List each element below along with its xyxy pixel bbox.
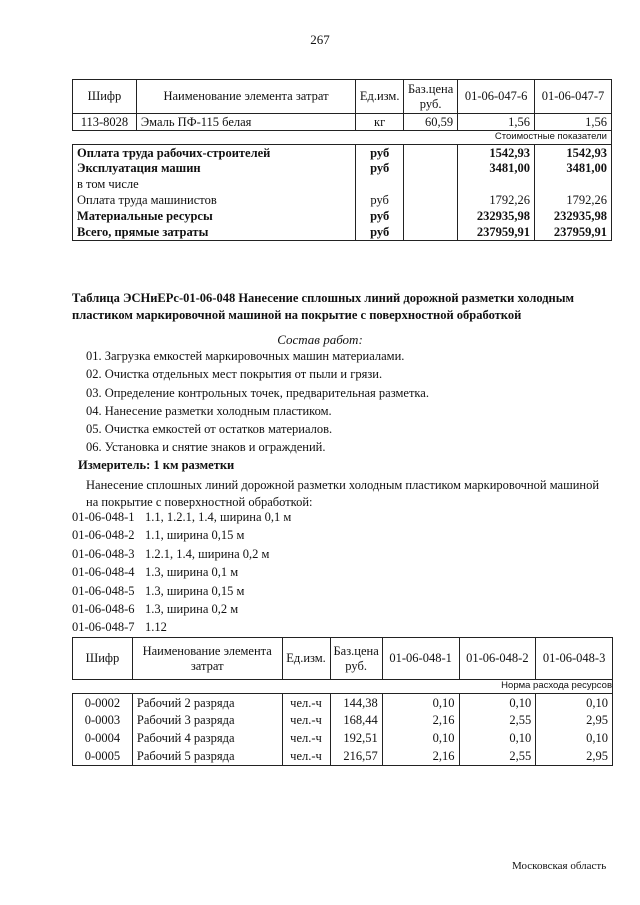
code: 01-06-048-7 xyxy=(72,620,135,635)
cell-value: 2,95 xyxy=(536,712,613,730)
code-text: 1.3, ширина 0,1 м xyxy=(145,565,239,580)
list-item xyxy=(72,584,291,602)
row-value: 232935,98 xyxy=(535,209,612,225)
header-price: Баз.цена руб. xyxy=(404,80,458,114)
cell-unit: чел.-ч xyxy=(282,712,330,730)
header-name: Наименование элемента затрат xyxy=(132,638,282,680)
code: 01-06-048-5 xyxy=(72,583,135,598)
row-label: Оплата труда рабочих-строителей xyxy=(73,145,356,161)
table-row xyxy=(73,161,612,177)
row-value: 1542,93 xyxy=(535,145,612,161)
header-col3: 01-06-048-3 xyxy=(536,638,613,680)
row-value: 1792,26 xyxy=(458,193,535,209)
cell-price: 168,44 xyxy=(330,712,382,730)
code-text: 1.2.1, 1.4, ширина 0,2 м xyxy=(145,546,270,561)
table-row xyxy=(73,209,612,225)
code: 01-06-048-6 xyxy=(72,601,135,616)
row-label: в том числе xyxy=(73,177,356,193)
cell-name: Рабочий 5 разряда xyxy=(132,748,282,766)
cell-name: Рабочий 4 разряда xyxy=(132,730,282,748)
cell-code: 0-0002 xyxy=(73,694,133,712)
page-number: 267 xyxy=(310,32,330,47)
resource-caption: Норма расхода ресурсов xyxy=(382,680,612,694)
cell-price: 144,38 xyxy=(330,694,382,712)
code: 01-06-048-2 xyxy=(72,528,135,543)
header-col2: 01-06-047-7 xyxy=(535,80,612,114)
empty-cell xyxy=(404,225,458,241)
row-value xyxy=(458,177,535,193)
row-unit: руб xyxy=(356,209,404,225)
cell-code: 0-0003 xyxy=(73,712,133,730)
cell-value: 2,95 xyxy=(536,748,613,766)
footer-region: Московская область xyxy=(512,860,607,872)
code-text: 1.1, 1.2.1, 1.4, ширина 0,1 м xyxy=(145,510,292,524)
row-label: Всего, прямые затраты xyxy=(73,225,356,241)
resource-table xyxy=(72,637,613,766)
table-row xyxy=(73,730,613,748)
cost-caption: Стоимостные показатели xyxy=(458,131,612,145)
row-value xyxy=(535,177,612,193)
header-unit: Ед.изм. xyxy=(356,80,404,114)
cell-unit: чел.-ч xyxy=(282,748,330,766)
row-label: Эксплуатация машин xyxy=(73,161,356,177)
code-text: 1.3, ширина 0,2 м xyxy=(145,601,239,616)
row-value: 232935,98 xyxy=(458,209,535,225)
list-item xyxy=(72,528,291,546)
row-unit: руб xyxy=(356,161,404,177)
cell-value: 1,56 xyxy=(458,114,535,131)
row-unit: руб xyxy=(356,225,404,241)
row-value: 237959,91 xyxy=(535,225,612,241)
list-item: 04. Нанесение разметки холодным пластиком. xyxy=(86,403,332,418)
list-item: 02. Очистка отдельных мест покрытия от пыли и грязи. xyxy=(86,367,383,382)
cell-name: Рабочий 3 разряда xyxy=(132,712,282,730)
row-value: 1542,93 xyxy=(458,145,535,161)
cell-unit: чел.-ч xyxy=(282,730,330,748)
cell-value: 1,56 xyxy=(535,114,612,131)
cost-table xyxy=(72,79,612,241)
description: Нанесение сплошных линий дорожной разметки холодным пластиком маркировочной машиной на покрытие с поверхностной обработкой: xyxy=(86,478,600,509)
code-text: 1.3, ширина 0,15 м xyxy=(145,583,245,598)
table-row xyxy=(73,748,613,766)
cell-value: 2,16 xyxy=(382,712,459,730)
cell-value: 0,10 xyxy=(382,730,459,748)
work-list xyxy=(86,349,429,459)
header-code: Шифр xyxy=(73,638,133,680)
list-item: 06. Установка и снятие знаков и ограждений. xyxy=(86,440,326,455)
code-list xyxy=(72,510,291,639)
empty-cell xyxy=(404,177,458,193)
cell-value: 2,16 xyxy=(382,748,459,766)
header-code: Шифр xyxy=(73,80,137,114)
cell-unit: кг xyxy=(356,114,404,131)
cell-value: 0,10 xyxy=(459,694,536,712)
cell-value: 0,10 xyxy=(536,694,613,712)
cell-price: 60,59 xyxy=(404,114,458,131)
row-value: 3481,00 xyxy=(458,161,535,177)
cell-value: 2,55 xyxy=(459,748,536,766)
row-unit: руб xyxy=(356,193,404,209)
table-row xyxy=(73,177,612,193)
table-row xyxy=(73,694,613,712)
cell-value: 0,10 xyxy=(459,730,536,748)
table-row xyxy=(73,225,612,241)
table-caption-row xyxy=(73,680,613,694)
cell-code: 0-0005 xyxy=(73,748,133,766)
list-item: 05. Очистка емкостей от остатков материалов. xyxy=(86,422,333,437)
table-heading: Таблица ЭСНиЕРс-01-06-048 Нанесение сплошных линий дорожной разметки холодным пластиком маркировочной машиной на покрытие с поверхностной обработкой xyxy=(72,291,575,322)
code-text: 1.12 xyxy=(145,620,167,635)
header-col1: 01-06-048-1 xyxy=(382,638,459,680)
cell-unit: чел.-ч xyxy=(282,694,330,712)
code: 01-06-048-4 xyxy=(72,565,135,580)
table-caption-row xyxy=(73,131,612,145)
empty-cell xyxy=(404,145,458,161)
list-item xyxy=(72,510,291,528)
header-price: Баз.цена руб. xyxy=(330,638,382,680)
table-row xyxy=(73,712,613,730)
table-row xyxy=(73,114,612,131)
header-name: Наименование элемента затрат xyxy=(136,80,355,114)
cell-price: 192,51 xyxy=(330,730,382,748)
header-unit: Ед.изм. xyxy=(282,638,330,680)
row-label: Материальные ресурсы xyxy=(73,209,356,225)
code: 01-06-048-3 xyxy=(72,546,135,561)
empty-cell xyxy=(404,193,458,209)
cell-code: 113-8028 xyxy=(73,114,137,131)
code: 01-06-048-1 xyxy=(72,510,135,524)
list-item xyxy=(72,547,291,565)
list-item: 01. Загрузка емкостей маркировочных машин материалами. xyxy=(86,349,405,363)
row-value: 3481,00 xyxy=(535,161,612,177)
cell-value: 0,10 xyxy=(536,730,613,748)
list-item xyxy=(72,602,291,620)
header-col2: 01-06-048-2 xyxy=(459,638,536,680)
table-row xyxy=(73,193,612,209)
list-item xyxy=(72,620,291,638)
cell-price: 216,57 xyxy=(330,748,382,766)
meter-label: Измеритель: 1 км разметки xyxy=(78,458,235,472)
cell-value: 2,55 xyxy=(459,712,536,730)
row-unit xyxy=(356,177,404,193)
row-unit: руб xyxy=(356,145,404,161)
row-value: 237959,91 xyxy=(458,225,535,241)
row-label: Оплата труда машинистов xyxy=(73,193,356,209)
header-col1: 01-06-047-6 xyxy=(458,80,535,114)
list-item: 03. Определение контрольных точек, предварительная разметка. xyxy=(86,385,429,400)
cell-name: Эмаль ПФ-115 белая xyxy=(136,114,355,131)
table-row xyxy=(73,145,612,161)
empty-cell xyxy=(404,209,458,225)
cell-name: Рабочий 2 разряда xyxy=(132,694,282,712)
cell-value: 0,10 xyxy=(382,694,459,712)
cell-code: 0-0004 xyxy=(73,730,133,748)
list-item xyxy=(72,565,291,583)
work-composition-title: Состав работ: xyxy=(277,332,363,347)
code-text: 1.1, ширина 0,15 м xyxy=(145,528,245,543)
empty-cell xyxy=(404,161,458,177)
resource-table-header xyxy=(73,638,613,680)
row-value: 1792,26 xyxy=(535,193,612,209)
cost-table-header xyxy=(73,80,612,114)
